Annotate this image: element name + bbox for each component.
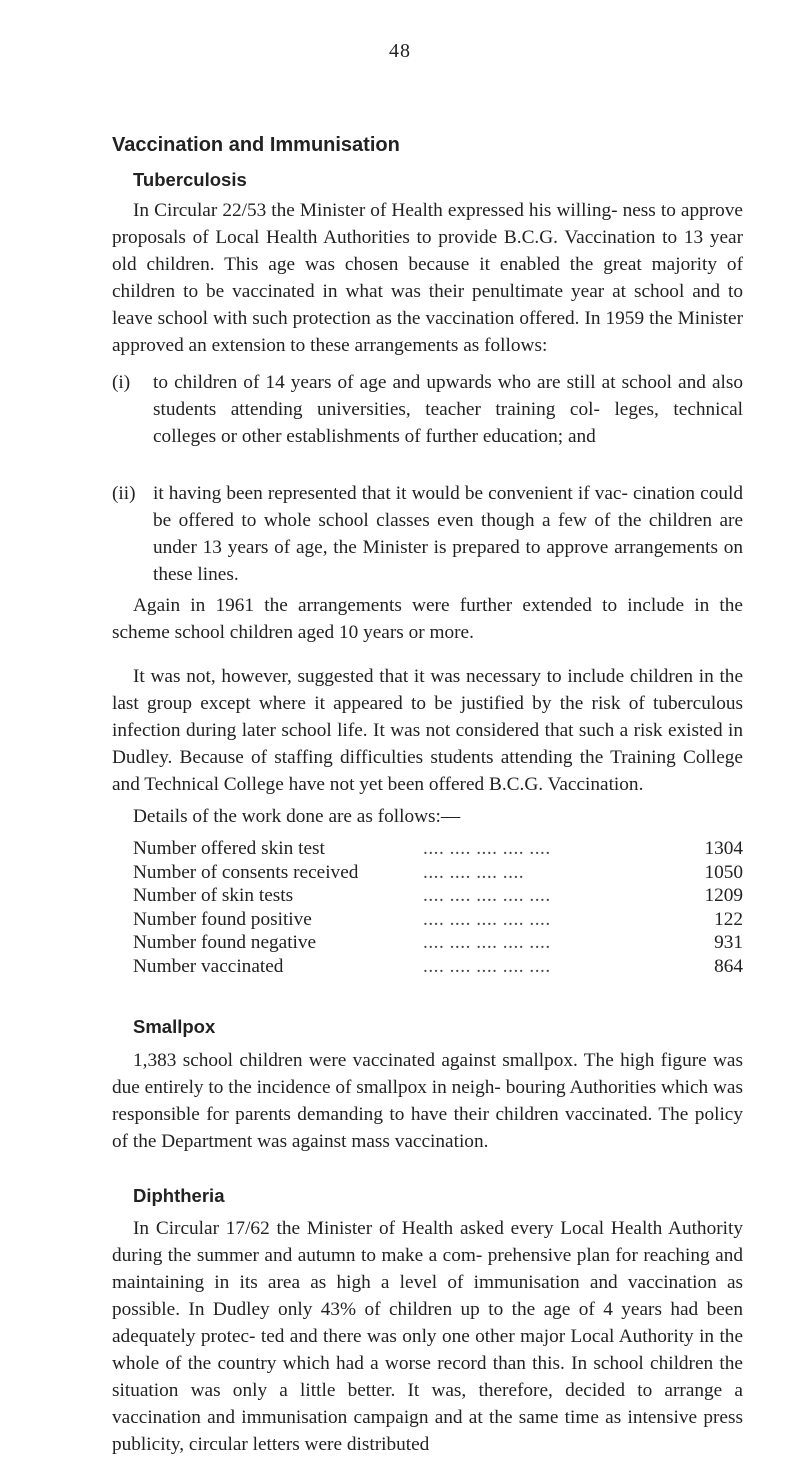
stat-value: 1209 — [704, 885, 743, 906]
stat-label: Number vaccinated — [133, 955, 284, 977]
list-item-text: it having been represented that it would be convenient if vac- cination could be offered to whole school classes even though a few of the children are under 13 years of age, the Minister is prepared to approve arrangements on these lines. — [153, 483, 743, 585]
stat-value: 1050 — [704, 861, 743, 883]
table-row — [133, 955, 743, 979]
stat-value: 931 — [714, 932, 743, 953]
tuberculosis-paragraph-2: Again in 1961 the arrangements were further extended to include in the scheme school children aged 10 years or more. — [112, 595, 743, 643]
details-intro: Details of the work done are as follows:— — [133, 806, 461, 827]
table-row — [133, 931, 743, 955]
leader-dots: .... .... .... .... .... — [423, 908, 551, 930]
stat-label: Number offered skin test — [133, 838, 325, 859]
table-row — [133, 861, 743, 885]
diphtheria-heading: Diphtheria — [133, 1185, 225, 1206]
tuberculosis-paragraph-1: In Circular 22/53 the Minister of Health expressed his willing- ness to approve proposals of Local Health Authorities to provide B.C.G. Vaccination to 13 year old children. This age was chosen because it enabled the great majority of children to be vaccinated in what was their penultimate year at school and to leave school with such protection as the vaccination offered. In 1959 the Minister approved an extension to these arrangements as follows: — [112, 200, 743, 356]
stat-label: Number found negative — [133, 932, 317, 953]
smallpox-paragraph: 1,383 school children were vaccinated against smallpox. The high figure was due entirely to the incidence of smallpox in neigh- bouring Authorities which was responsible for parents demanding to have their children vaccinated. The policy of the Department was against mass vaccination. — [112, 1050, 743, 1152]
table-row — [133, 884, 743, 908]
statistics-table — [133, 837, 743, 978]
list-item-text: to children of 14 years of age and upwards who are still at school and also students attending universities, teacher training col- leges, technical colleges or other establishments of further education; and — [153, 372, 743, 447]
stat-value: 864 — [714, 955, 743, 977]
stat-value: 1304 — [704, 838, 743, 859]
stat-label: Number found positive — [133, 908, 312, 930]
leader-dots: .... .... .... .... .... — [423, 932, 551, 953]
table-row — [133, 837, 743, 861]
table-row — [133, 908, 743, 932]
leader-dots: .... .... .... .... — [423, 861, 525, 883]
section-title: Vaccination and Immunisation — [112, 134, 400, 156]
smallpox-heading: Smallpox — [133, 1016, 216, 1037]
leader-dots: .... .... .... .... .... — [423, 838, 551, 859]
tuberculosis-paragraph-3: It was not, however, suggested that it was necessary to include children in the last group except where it appeared to be justified by the risk of tuberculous infection during later school life. It was not considered that such a risk existed in Dudley. Because of staffing difficulties students attending the Training College and Technical College have not yet been offered B.C.G. Vaccination. — [112, 666, 743, 795]
diphtheria-paragraph: In Circular 17/62 the Minister of Health asked every Local Health Authority during the summer and autumn to make a com- prehensive plan for reaching and maintaining in its area as high a level of immunisation and vaccination as possible. In Dudley only 43% of children up to the age of 4 years had been adequately protec- ted and there was only one other major Local Authority in the whole of the country which had a worse record than this. In school children the situation was only a little better. It was, therefore, decided to arrange a vaccination and immunisation campaign and at the same time as intensive press publicity, circular letters were distributed — [112, 1218, 743, 1455]
tuberculosis-heading: Tuberculosis — [133, 169, 247, 190]
stat-label: Number of consents received — [133, 861, 359, 883]
list-item-number: (i) — [112, 372, 131, 393]
leader-dots: .... .... .... .... .... — [423, 955, 551, 977]
page-number: 48 — [389, 40, 411, 62]
stat-value: 122 — [714, 908, 743, 930]
leader-dots: .... .... .... .... .... — [423, 885, 551, 906]
list-item-number: (ii) — [112, 483, 136, 504]
stat-label: Number of skin tests — [133, 885, 294, 906]
